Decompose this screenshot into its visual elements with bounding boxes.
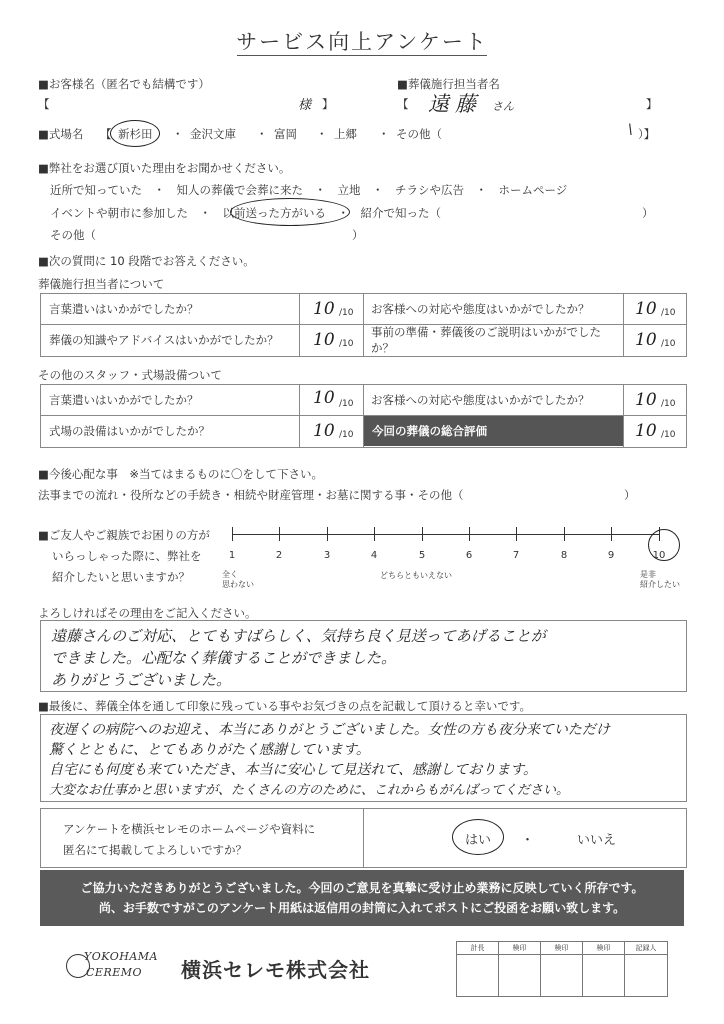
scale-right-label-1: 是非 [640, 570, 656, 579]
staff-section-label: 葬儀施行担当者について [38, 277, 165, 291]
publish-no[interactable]: いいえ [577, 833, 617, 848]
concerns-options[interactable]: 法事までの流れ・役所などの手続き・相続や財産管理・お墓に関する事・その他（ [38, 488, 464, 502]
customer-bracket-open: 【 [38, 97, 50, 111]
venue-selected-circle [110, 120, 160, 147]
reason-label: ■弊社をお選び頂いた理由をお聞かせください。 [38, 161, 291, 175]
scale-number-3[interactable]: 3 [323, 550, 331, 561]
concerns-label: ■今後心配な事 ※当てはまるものに〇をして下さい。 [38, 467, 323, 481]
publish-yes-circle [452, 819, 504, 855]
reason-comment-line-1: 遠藤さんのご対応、とてもすばらしく、気持ち良く見送ってあげることが [51, 627, 546, 645]
scale-right-label-2: 紹介したい [640, 580, 680, 589]
reason-comment-box[interactable] [40, 620, 687, 692]
stamp-box-4[interactable] [582, 941, 625, 997]
venue-stray-mark: \ [628, 122, 633, 138]
venue-option-tomioka[interactable]: 富岡 [274, 127, 297, 141]
final-comment-line-2: 驚くとともに、とてもありがたく感謝しています。 [49, 742, 370, 758]
reason-selected-circle [230, 198, 350, 226]
banner-line-1: ご協力いただきありがとうございました。今回のご意見を真摯に受け止め業務に反映していく所存です。 [80, 881, 644, 895]
publish-question-1: アンケートを横浜セレモのホームページや資料に [63, 822, 316, 836]
scale-number-10[interactable]: 10 [652, 550, 666, 561]
scale-number-4[interactable]: 4 [370, 550, 378, 561]
other-score-facility[interactable]: 10 [313, 421, 335, 441]
venue-sep-4: ・ [378, 127, 390, 141]
recommend-question-1: ■ご友人やご親族でお困りの方が [38, 528, 210, 542]
overall-denom: /10 [661, 430, 676, 440]
final-comment-line-4: 大変なお仕事かと思いますが、たくさんの方のために、これからもがんばってください。 [49, 783, 570, 798]
stamp-box-2[interactable] [498, 941, 541, 997]
scale-mid-label: どちらともいえない [380, 571, 452, 580]
other-denom-attitude: /10 [661, 399, 676, 409]
staff-rating-table [40, 293, 687, 357]
other-denom-facility: /10 [339, 430, 354, 440]
final-comment-label: ■最後に、葬儀全体を通して印象に残っている事やお気づきの点を記載して頂けると幸いです。 [38, 699, 531, 713]
scale-left-label-1: 全く [222, 570, 238, 579]
venue-option-shinsugita[interactable]: 新杉田 [118, 127, 153, 141]
venue-option-kamigo[interactable]: 上郷 [334, 127, 357, 141]
publish-consent-box [40, 808, 687, 868]
concerns-close: ） [624, 488, 636, 502]
overall-rating-label: 今回の葬儀の総合評価 [364, 416, 623, 446]
venue-bracket-close: ）】 [638, 127, 656, 141]
reason-line-1[interactable]: 近所で知っていた ・ 知人の葬儀で会葬に来た ・ 立地 ・ チラシや広告 ・ ホームページ [50, 183, 568, 197]
staff-name-label: ■葬儀施行担当者名 [397, 77, 500, 91]
publish-question-2: 匿名にて掲載してよろしいですか？ [63, 843, 247, 857]
other-denom-language: /10 [339, 399, 354, 409]
scale-selected-circle [648, 529, 680, 561]
logo-line-2: CEREMO [86, 966, 143, 979]
staff-denom-attitude: /10 [661, 308, 676, 318]
form-title: サービス向上アンケート [236, 30, 488, 54]
scale-number-9[interactable]: 9 [607, 550, 615, 561]
final-comment-line-3: 自宅にも何度も来ていただき、本当に安心して見送れて、感謝しております。 [49, 762, 538, 778]
scale-tick-3 [327, 527, 328, 541]
staff-score-language[interactable]: 10 [313, 299, 335, 319]
reason-line-2-close: ） [642, 206, 654, 220]
scale-number-5[interactable]: 5 [418, 550, 426, 561]
staff-bracket-open: 【 [397, 97, 409, 111]
reason-comment-label: よろしければその理由をご記入ください。 [38, 606, 257, 620]
staff-name-suffix: さん [492, 100, 514, 113]
other-q-attitude: お客様への対応や態度はいかがでしたか？ [371, 393, 590, 407]
scale-left-label-2: 思わない [222, 580, 254, 589]
company-name: 横浜セレモ株式会社 [181, 958, 370, 982]
venue-sep-1: ・ [172, 127, 184, 141]
banner-line-2: 尚、お手数ですがこのアンケート用紙は返信用の封筒に入れてポストにご投函をお願い致します。 [98, 901, 626, 915]
other-q-language: 言葉遣いはいかがでしたか？ [49, 393, 199, 407]
staff-score-attitude[interactable]: 10 [635, 299, 657, 319]
publish-separator: ・ [521, 833, 535, 848]
staff-q-language: 言葉遣いはいかがでしたか？ [49, 302, 199, 316]
scale-number-7[interactable]: 7 [512, 550, 520, 561]
staff-q-attitude: お客様への対応や態度はいかがでしたか？ [371, 302, 590, 316]
scale-number-6[interactable]: 6 [465, 550, 473, 561]
stamp-header-3: 検印 [541, 942, 582, 955]
venue-option-kanazawabunko[interactable]: 金沢文庫 [190, 127, 236, 141]
customer-name-value[interactable]: 様 [298, 98, 312, 113]
final-comment-line-1: 夜遅くの病院へのお迎え、本当にありがとうございました。女性の方も夜分来ていただけ [49, 722, 610, 738]
other-rating-table [40, 384, 687, 448]
stamp-box-1[interactable] [456, 941, 499, 997]
scale-number-2[interactable]: 2 [275, 550, 283, 561]
scale-axis [232, 534, 660, 535]
staff-denom-language: /10 [339, 308, 354, 318]
staff-denom-knowledge: /10 [339, 339, 354, 349]
reason-comment-line-2: できました。心配なく葬儀することができました。 [51, 649, 397, 667]
stamp-header-5: 記録人 [625, 942, 667, 955]
scale-tick-1 [232, 527, 233, 541]
staff-denom-preparation: /10 [661, 339, 676, 349]
staff-name-value[interactable]: 遠藤 [428, 92, 482, 116]
venue-label: ■式場名 [38, 127, 84, 141]
recommend-question-2: いらっしゃった際に、弊社を [52, 549, 202, 563]
logo-line-1: YOKOHAMA [84, 950, 158, 963]
venue-bracket-open: 【 [100, 127, 112, 141]
other-q-facility: 式場の設備はいかがでしたか？ [49, 423, 210, 438]
scale-tick-2 [279, 527, 280, 541]
publish-yes[interactable]: はい [465, 833, 492, 848]
staff-q-preparation: 事前の準備・葬儀後のご説明はいかがでしたか？ [371, 324, 601, 355]
title-underline [237, 55, 487, 56]
scale-left-label [222, 570, 254, 590]
scale-tick-7 [516, 527, 517, 541]
final-comment-box[interactable] [40, 714, 687, 802]
reason-line-3-close: ） [352, 228, 364, 242]
scale-tick-8 [564, 527, 565, 541]
recommend-question-3: 紹介したいと思いますか？ [52, 570, 190, 584]
stamp-box-5[interactable] [624, 941, 668, 997]
other-score-language[interactable]: 10 [313, 388, 335, 408]
customer-name-label: ■お客様名（匿名でも結構です） [38, 77, 210, 91]
staff-score-preparation[interactable]: 10 [635, 330, 657, 350]
other-section-label: その他のスタッフ・式場設備ついて [38, 368, 222, 382]
staff-score-knowledge[interactable]: 10 [313, 330, 335, 350]
scale-right-label [640, 570, 680, 590]
staff-bracket-close: 】 [646, 97, 658, 111]
scale-tick-5 [422, 527, 423, 541]
staff-q-knowledge: 葬儀の知識やアドバイスはいかがでしたか？ [49, 332, 279, 347]
scale-tick-4 [374, 527, 375, 541]
scale-number-1[interactable]: 1 [228, 550, 236, 561]
stamp-box-3[interactable] [540, 941, 583, 997]
venue-sep-2: ・ [256, 127, 268, 141]
customer-bracket-close: 】 [322, 97, 334, 111]
venue-sep-3: ・ [316, 127, 328, 141]
scale-tick-6 [469, 527, 470, 541]
other-score-attitude[interactable]: 10 [635, 390, 657, 410]
venue-option-other[interactable]: その他（ [396, 127, 442, 141]
scale-tick-9 [611, 527, 612, 541]
reason-line-2[interactable]: イベントや朝市に参加した ・ 以前送った方がいる ・ 紹介で知った（ [50, 206, 441, 220]
overall-score[interactable]: 10 [635, 421, 657, 441]
company-logo [64, 946, 156, 992]
rating-intro: ■次の質問に 10 段階でお答えください。 [38, 254, 255, 268]
scale-number-8[interactable]: 8 [560, 550, 568, 561]
thank-you-banner [40, 870, 684, 926]
reason-line-3[interactable]: その他（ [50, 228, 96, 242]
reason-comment-line-3: ありがとうございました。 [51, 671, 232, 689]
stamp-header-1: 計長 [457, 942, 498, 955]
stamp-header-2: 検印 [499, 942, 540, 955]
stamp-header-4: 検印 [583, 942, 624, 955]
